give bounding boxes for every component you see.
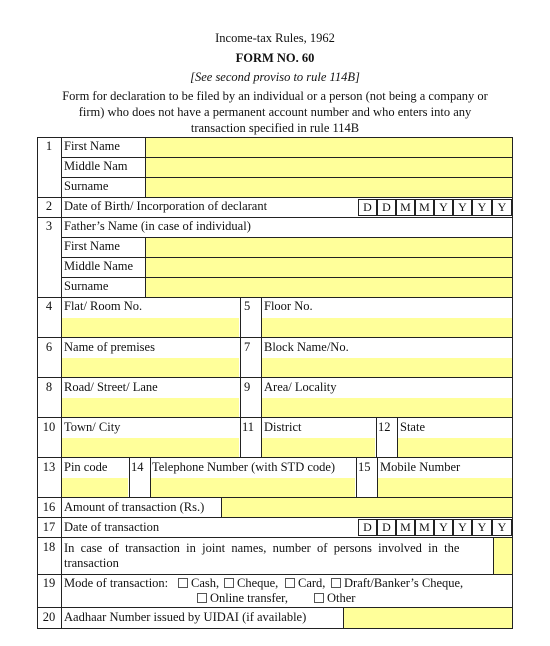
surname-field[interactable] [146, 178, 512, 197]
father-surname-field[interactable] [146, 278, 512, 297]
dob-year-box-4[interactable]: Y [492, 199, 512, 216]
proviso-text: [See second proviso to rule 114B] [190, 70, 360, 84]
row-number-6: 6 [45, 340, 53, 354]
row-number-15: 15 [358, 460, 371, 474]
premises-field[interactable] [62, 358, 239, 377]
flat-field[interactable] [62, 318, 239, 337]
mobile-field[interactable] [378, 478, 512, 497]
description-line-3: transaction specified in rule 114B [190, 121, 360, 135]
father-middle-name-label: Middle Name [64, 259, 134, 273]
row-number-13: 13 [42, 460, 56, 474]
dob-year-box-1[interactable]: Y [434, 199, 453, 216]
flat-label: Flat/ Room No. [64, 299, 143, 313]
aadhaar-label: Aadhaar Number issued by UIDAI (if available) [64, 610, 307, 624]
town-label: Town/ City [64, 420, 121, 434]
row-number-18: 18 [42, 540, 56, 554]
online-checkbox[interactable] [197, 593, 207, 603]
txn-day-box-1[interactable]: D [358, 519, 377, 536]
mode-cash-option[interactable] [178, 576, 219, 591]
dob-label: Date of Birth/ Incorporation of declarant [64, 199, 268, 213]
father-name-label: Father’s Name (in case of individual) [64, 219, 251, 233]
father-first-name-label: First Name [64, 239, 120, 253]
first-name-field[interactable] [146, 138, 512, 157]
rules-title: Income-tax Rules, 1962 [215, 31, 335, 45]
transaction-date-label: Date of transaction [64, 520, 160, 534]
district-field[interactable] [262, 438, 375, 457]
dob-year-box-2[interactable]: Y [453, 199, 472, 216]
surname-label: Surname [64, 179, 109, 193]
block-label: Block Name/No. [264, 340, 349, 354]
father-middle-name-field[interactable] [146, 258, 512, 277]
telephone-field[interactable] [151, 478, 355, 497]
row-number-9: 9 [244, 380, 251, 394]
txn-day-box-2[interactable]: D [377, 519, 396, 536]
premises-label: Name of premises [64, 340, 155, 354]
dob-month-box-2[interactable]: M [415, 199, 434, 216]
amount-field[interactable] [222, 498, 512, 517]
mode-draft-option[interactable] [331, 576, 463, 591]
cheque-checkbox[interactable] [224, 578, 234, 588]
mode-card-option[interactable] [285, 576, 325, 591]
description-line-2: firm) who does not have a permanent account number and who enters into any [78, 105, 472, 119]
pin-code-label: Pin code [64, 460, 108, 474]
row-number-12: 12 [378, 420, 391, 434]
mobile-label: Mobile Number [380, 460, 461, 474]
row-number-4: 4 [45, 299, 53, 313]
row-number-19: 19 [42, 576, 56, 590]
dob-day-box-2[interactable]: D [377, 199, 396, 216]
district-label: District [264, 420, 302, 434]
state-label: State [400, 420, 425, 434]
block-field[interactable] [262, 358, 512, 377]
joint-names-label-line-1: In case of transaction in joint names, number of persons involved in the [64, 541, 460, 555]
txn-month-box-1[interactable]: M [396, 519, 415, 536]
other-checkbox[interactable] [314, 593, 324, 603]
road-field[interactable] [62, 398, 239, 417]
road-label: Road/ Street/ Lane [64, 380, 158, 394]
cash-label: Cash, [191, 576, 220, 590]
dob-day-box-1[interactable]: D [358, 199, 377, 216]
telephone-label: Telephone Number (with STD code) [152, 460, 336, 474]
dob-month-box-1[interactable]: M [396, 199, 415, 216]
row-number-20: 20 [42, 610, 56, 624]
txn-month-box-2[interactable]: M [415, 519, 434, 536]
area-label: Area/ Locality [264, 380, 337, 394]
area-field[interactable] [262, 398, 512, 417]
row-number-11: 11 [242, 420, 255, 434]
joint-persons-field[interactable] [494, 538, 512, 574]
amount-label: Amount of transaction (Rs.) [64, 500, 205, 514]
aadhaar-field[interactable] [344, 608, 512, 628]
town-field[interactable] [62, 438, 239, 457]
txn-year-box-4[interactable]: Y [492, 519, 512, 536]
mode-of-transaction-label: Mode of transaction: [64, 576, 169, 590]
mode-cheque-option[interactable] [224, 576, 278, 591]
cash-checkbox[interactable] [178, 578, 188, 588]
row-number-3: 3 [45, 219, 53, 233]
floor-field[interactable] [262, 318, 512, 337]
father-surname-label: Surname [64, 279, 109, 293]
dob-year-box-3[interactable]: Y [472, 199, 492, 216]
online-label: Online transfer, [210, 591, 288, 605]
description-line-1: Form for declaration to be filed by an individual or a person (not being a company or [62, 89, 488, 103]
row-number-5: 5 [244, 299, 251, 313]
other-label: Other [327, 591, 356, 605]
form-number: FORM NO. 60 [235, 51, 315, 65]
row-number-7: 7 [244, 340, 251, 354]
txn-year-box-1[interactable]: Y [434, 519, 453, 536]
mode-other-option[interactable] [314, 591, 355, 606]
floor-label: Floor No. [264, 299, 313, 313]
row-number-16: 16 [42, 500, 56, 514]
middle-name-label: Middle Nam [64, 159, 128, 173]
txn-year-box-3[interactable]: Y [472, 519, 492, 536]
state-field[interactable] [398, 438, 512, 457]
mode-online-option[interactable] [197, 591, 288, 606]
first-name-label: First Name [64, 139, 120, 153]
card-label: Card, [298, 576, 326, 590]
middle-name-field[interactable] [146, 158, 512, 177]
row-number-1: 1 [45, 139, 53, 153]
row-number-8: 8 [45, 380, 53, 394]
father-first-name-field[interactable] [146, 238, 512, 257]
row-number-10: 10 [42, 420, 56, 434]
draft-checkbox[interactable] [331, 578, 341, 588]
card-checkbox[interactable] [285, 578, 295, 588]
row-number-17: 17 [42, 520, 56, 534]
txn-year-box-2[interactable]: Y [453, 519, 472, 536]
joint-names-label-line-2: transaction [64, 556, 119, 570]
pin-code-field[interactable] [62, 478, 128, 497]
cheque-label: Cheque, [237, 576, 279, 590]
draft-label: Draft/Banker’s Cheque, [344, 576, 464, 590]
row-number-2: 2 [45, 199, 53, 213]
row-number-14: 14 [131, 460, 144, 474]
